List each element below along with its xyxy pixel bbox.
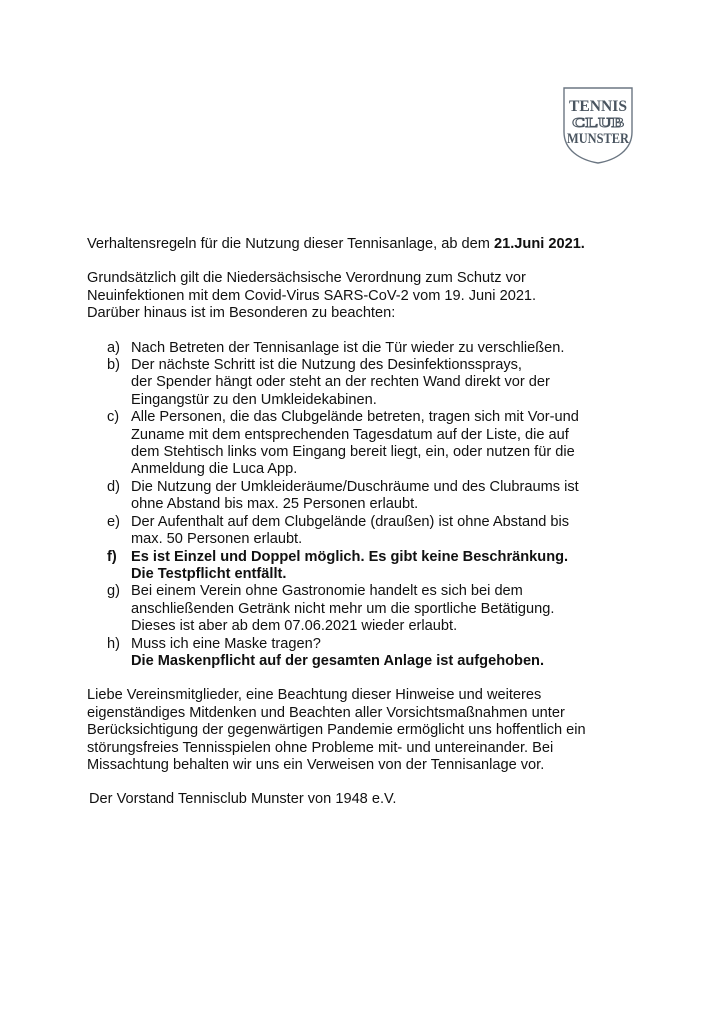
closing-paragraph [87,687,667,774]
rule-line: max. 50 Personen erlaubt. [131,531,303,548]
rule-marker: c) [107,409,120,426]
intro-line: Darüber hinaus ist im Besonderen zu beachten: [87,305,396,322]
rule-marker: d) [107,478,120,495]
rule-line: Alle Personen, die das Clubgelände betreten, tragen sich mit Vor-und [131,409,579,426]
logo-text-munster: MUNSTER [567,131,630,147]
rule-line: der Spender hängt oder steht an der rechten Wand direkt vor der [131,374,550,391]
rule-marker: h) [107,635,120,652]
document-body [87,236,667,809]
logo-text-club: CLUB [572,116,624,131]
rule-line: Eingangstür zu den Umkleidekabinen. [131,391,377,408]
heading-date: 21.Juni 2021. [494,236,585,252]
closing-line: störungsfreies Tennisspielen ohne Probleme mit- und untereinander. Bei [87,739,554,756]
rule-e [87,514,667,549]
closing-line: Missachtung behalten wir uns ein Verweisen von der Tennisanlage vor. [87,756,545,773]
rule-line: Es ist Einzel und Doppel möglich. Es gibt keine Beschränkung. [131,548,569,565]
rule-line: Die Nutzung der Umkleideräume/Duschräume und des Clubraums ist [131,478,579,495]
intro-line: Grundsätzlich gilt die Niedersächsische Verordnung zum Schutz vor [87,270,526,287]
signature: Der Vorstand Tennisclub Munster von 1948 e.V. [89,791,397,808]
logo-text-tennis: TENNIS [569,98,628,115]
intro-paragraph [87,270,667,322]
rule-line-bold: Die Maskenpflicht auf der gesamten Anlage ist aufgehoben. [131,652,545,669]
document-heading [87,236,667,253]
intro-line: Neuinfektionen mit dem Covid-Virus SARS-CoV-2 vom 19. Juni 2021. [87,287,537,304]
rule-line: dem Stehtisch links vom Eingang bereit liegt, ein, oder nutzen für die [131,444,575,461]
rule-line: Der Aufenthalt auf dem Clubgelände (draußen) ist ohne Abstand bis [131,513,570,530]
closing-line: Liebe Vereinsmitglieder, eine Beachtung dieser Hinweise und weiteres [87,687,542,704]
rule-marker: b) [107,357,120,374]
rule-line: Dieses ist aber ab dem 07.06.2021 wieder erlaubt. [131,618,458,635]
rule-line: Nach Betreten der Tennisanlage ist die Tür wieder zu verschließen. [131,339,565,356]
closing-line: Berücksichtigung der gegenwärtigen Pandemie ermöglicht uns hoffentlich ein [87,722,586,739]
rule-marker: e) [107,513,120,530]
rule-c [87,409,667,479]
rule-line: ohne Abstand bis max. 25 Personen erlaubt. [131,496,419,513]
rules-list [87,340,667,671]
rule-line: Die Testpflicht entfällt. [131,565,287,582]
heading-text: Verhaltensregeln für die Nutzung dieser Tennisanlage, ab dem [87,236,494,252]
rule-line: Bei einem Verein ohne Gastronomie handelt es sich bei dem [131,583,523,600]
rule-g [87,583,667,635]
rule-line: Der nächste Schritt ist die Nutzung des Desinfektionssprays, [131,357,522,374]
rule-h [87,636,667,671]
tennis-club-munster-logo [562,86,634,164]
rule-line: Anmeldung die Luca App. [131,461,298,478]
rule-b [87,357,667,409]
rule-a [87,340,667,357]
rule-marker: a) [107,339,120,356]
rule-marker: f) [107,548,117,565]
rule-line: Zuname mit dem entsprechenden Tagesdatum auf der Liste, die auf [131,426,569,443]
rule-d [87,479,667,514]
rule-marker: g) [107,583,120,600]
rule-f [87,549,667,584]
rule-line: anschließenden Getränk nicht mehr um die sportliche Betätigung. [131,600,555,617]
rule-line: Muss ich eine Maske tragen? [131,635,321,652]
closing-line: eigenständiges Mitdenken und Beachten aller Vorsichtsmaßnahmen unter [87,704,565,721]
